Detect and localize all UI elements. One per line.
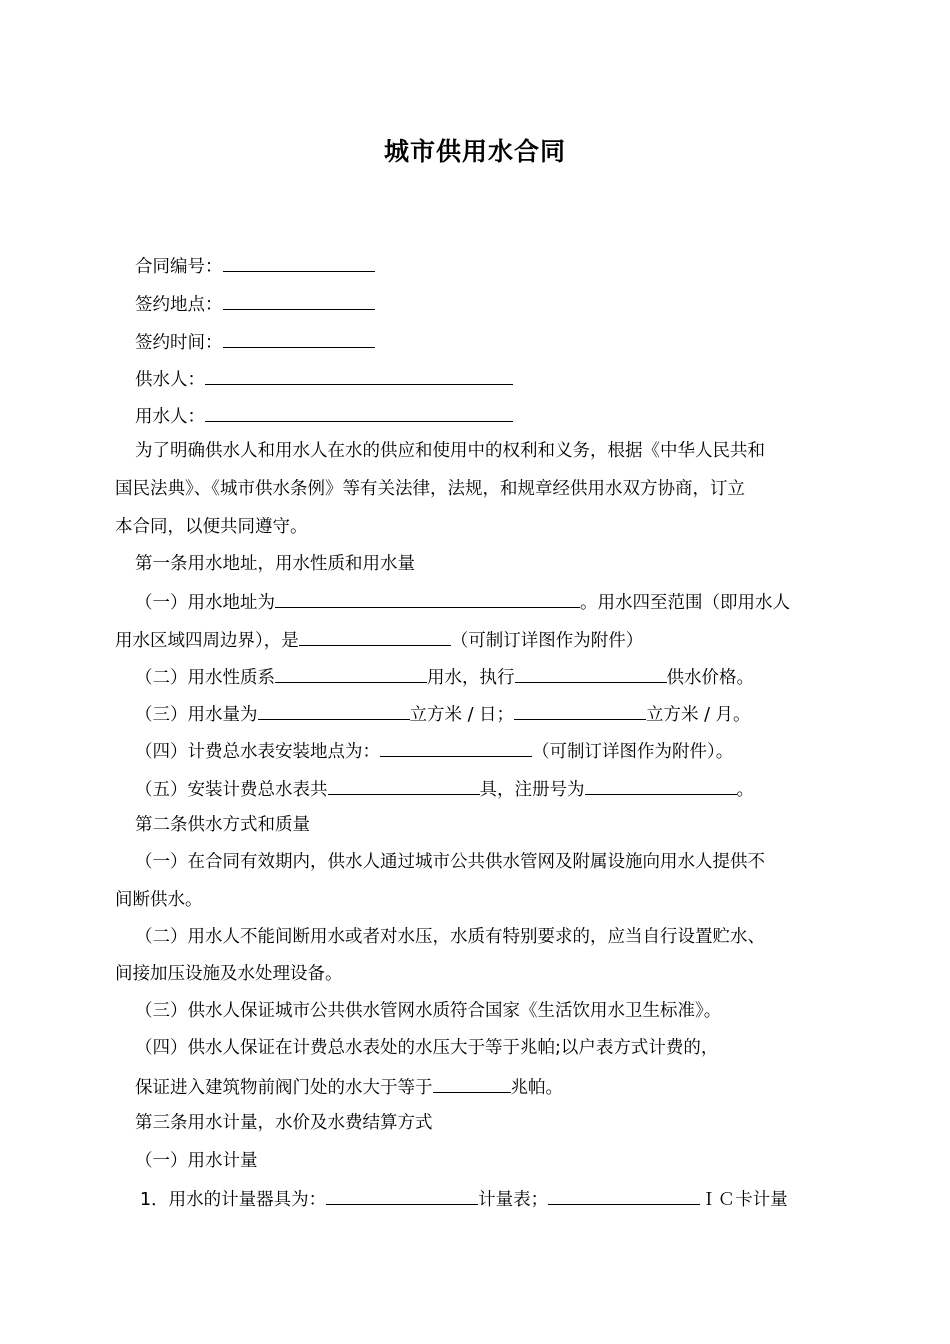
art1-item1-line1 (135, 589, 790, 615)
contract-no-field (135, 253, 375, 279)
art1-item5-text-a: （五）安装计费总水表共 (135, 780, 328, 800)
meter-type-blank[interactable] (326, 1186, 478, 1205)
document-title: 城市供用水合同 (383, 137, 566, 166)
sign-time-field (135, 329, 375, 355)
art1-item1-text-d: （可制订详图作为附件） (450, 631, 644, 651)
monthly-volume-blank[interactable] (514, 701, 646, 720)
contract-no-blank[interactable] (223, 253, 375, 272)
art3-item1: （一）用水计量 (135, 1151, 258, 1171)
water-nature-blank[interactable] (275, 664, 427, 683)
art1-item1-text-b: 。用水四至范围（即用水人 (580, 593, 790, 613)
intro-line-3: 本合同，以便共同遵守。 (115, 517, 308, 537)
art1-item3-text-a: （三）用水量为 (135, 705, 258, 725)
art1-item5-text-c: 。 (736, 780, 754, 800)
supplier-field (135, 366, 513, 392)
art2-item2-line2: 间接加压设施及水处理设备。 (115, 964, 343, 984)
art3-sub1-text-b: 计量表； (478, 1190, 549, 1210)
daily-volume-blank[interactable] (258, 701, 410, 720)
sign-time-blank[interactable] (223, 329, 375, 348)
art2-item1-line2: 间断供水。 (115, 890, 203, 910)
pressure-blank[interactable] (433, 1074, 511, 1093)
meter-location-blank[interactable] (380, 738, 532, 757)
sign-time-label: 签约时间： (135, 333, 223, 353)
art2-item4-line1: （四）供水人保证在计费总水表处的水压大于等于兆帕;以户表方式计费的， (135, 1038, 719, 1058)
art3-sub1-text-a: 1．用水的计量器具为： (140, 1190, 327, 1210)
art1-item3-text-b: 立方米 / 日； (409, 705, 515, 725)
intro-line-2: 国民法典》、《城市供水条例》等有关法律，法规，和规章经供用水双方协商，订立 (115, 479, 745, 499)
art2-item3: （三）供水人保证城市公共供水管网水质符合国家《生活饮用水卫生标准》。 (135, 1001, 722, 1021)
art2-item2-line1: （二）用水人不能间断用水或者对水压，水质有特别要求的，应当自行设置贮水、 (135, 927, 765, 947)
art1-item2-text-a: （二）用水性质系 (135, 668, 275, 688)
art1-item4-text-a: （四）计费总水表安装地点为： (135, 742, 380, 762)
art1-item1-line2 (115, 627, 643, 653)
contract-no-label: 合同编号： (135, 257, 223, 277)
registration-no-blank[interactable] (585, 776, 737, 795)
article-3-heading: 第三条用水计量，水价及水费结算方式 (135, 1113, 433, 1133)
art2-item4-line2 (135, 1074, 563, 1100)
article-1-heading: 第一条用水地址，用水性质和用水量 (135, 554, 415, 574)
art1-item2-text-c: 供水价格。 (666, 668, 754, 688)
art1-item4 (135, 738, 733, 764)
art1-item2-text-b: 用水，执行 (427, 668, 515, 688)
art3-sub1 (140, 1186, 788, 1212)
art1-item1-text-a: （一）用水地址为 (135, 593, 275, 613)
price-type-blank[interactable] (515, 664, 667, 683)
art3-sub1-text-c: ＩＣ卡计量 (700, 1190, 788, 1210)
user-blank[interactable] (205, 403, 513, 422)
user-field (135, 403, 513, 429)
supplier-label: 供水人： (135, 370, 205, 390)
art1-item5 (135, 776, 754, 802)
boundary-blank[interactable] (299, 627, 451, 646)
ic-card-blank[interactable] (548, 1186, 700, 1205)
meter-count-blank[interactable] (328, 776, 480, 795)
art2-item4-text-b: 保证进入建筑物前阀门处的水大于等于 (135, 1078, 433, 1098)
sign-place-label: 签约地点： (135, 295, 223, 315)
intro-line-1: 为了明确供水人和用水人在水的供应和使用中的权利和义务，根据《中华人民共和 (135, 441, 765, 461)
user-label: 用水人： (135, 407, 205, 427)
art1-item5-text-b: 具，注册号为 (479, 780, 585, 800)
art1-item3-text-c: 立方米 / 月。 (646, 705, 751, 725)
art1-item1-text-c: 用水区域四周边界），是 (115, 631, 299, 651)
art1-item2 (135, 664, 754, 690)
art1-item4-text-b: （可制订详图作为附件）。 (532, 742, 734, 762)
sign-place-field (135, 291, 375, 317)
supplier-blank[interactable] (205, 366, 513, 385)
art2-item4-text-c: 兆帕。 (510, 1078, 563, 1098)
water-address-blank[interactable] (275, 589, 580, 608)
sign-place-blank[interactable] (223, 291, 375, 310)
article-2-heading: 第二条供水方式和质量 (135, 815, 310, 835)
art2-item1-line1: （一）在合同有效期内，供水人通过城市公共供水管网及附属设施向用水人提供不 (135, 852, 765, 872)
art1-item3 (135, 701, 751, 727)
